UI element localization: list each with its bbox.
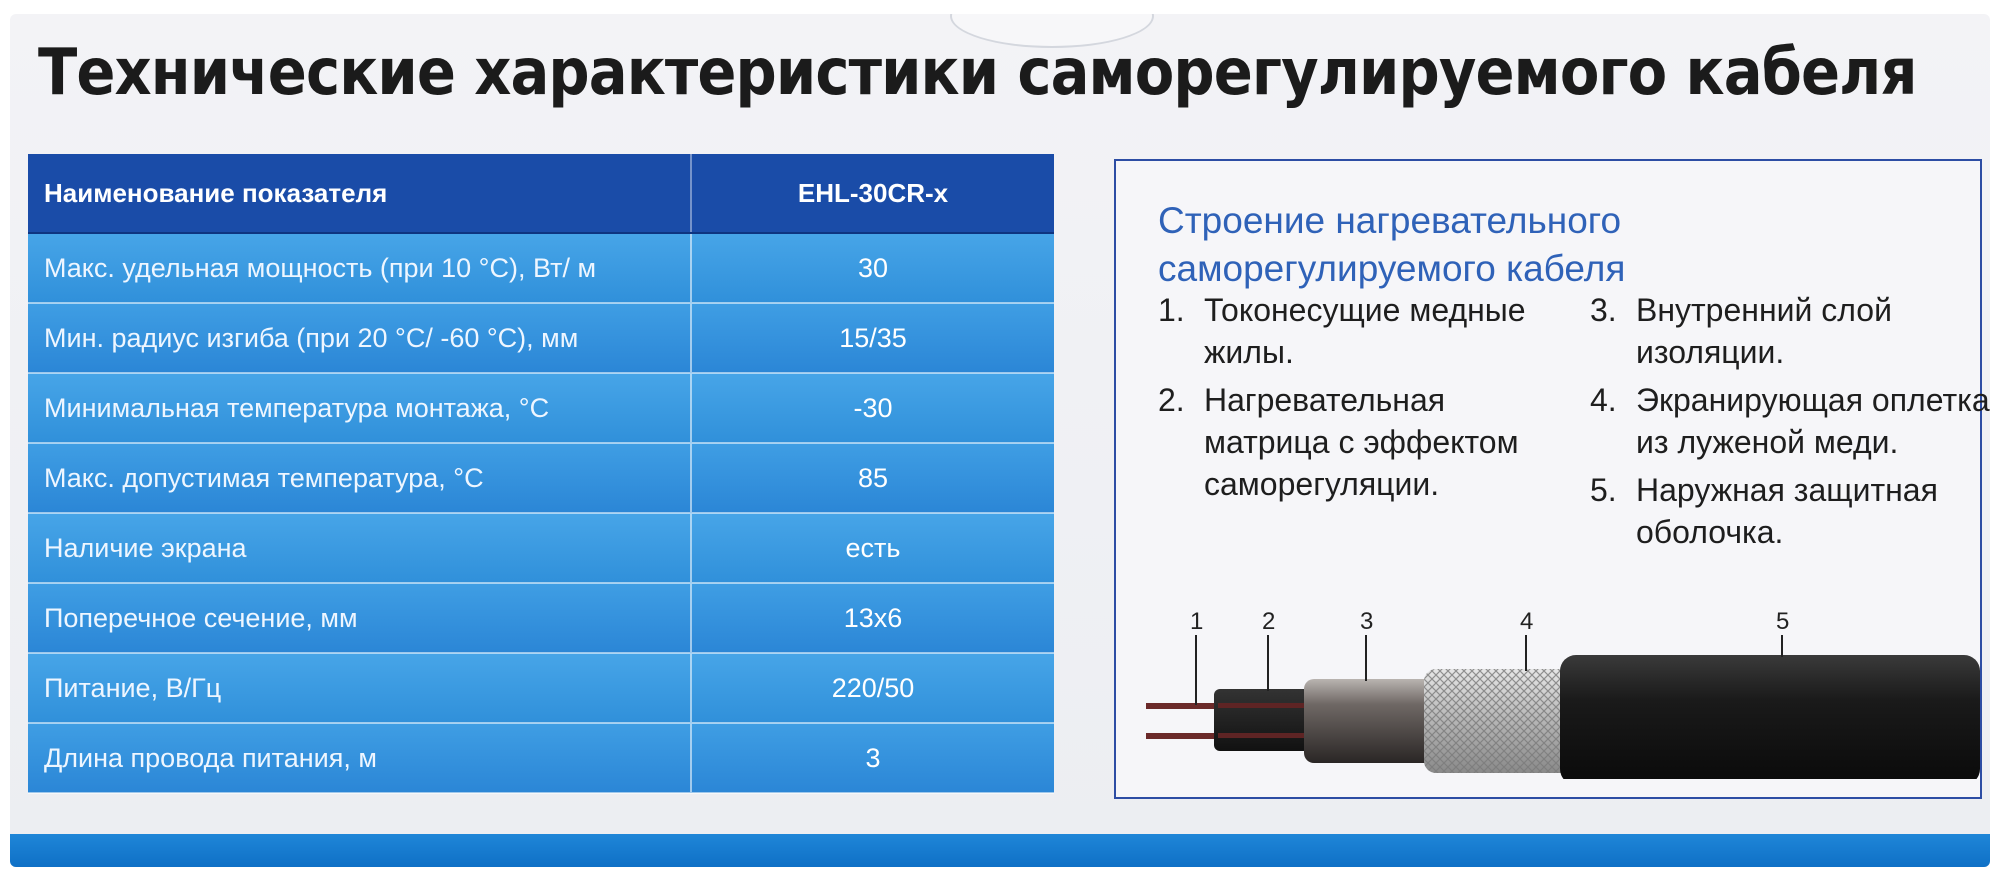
- legend-text: Токонесущие медные: [1204, 292, 1526, 328]
- row-value: -30: [691, 373, 1054, 443]
- row-value: 13х6: [691, 583, 1054, 653]
- structure-heading-line: Строение нагревательного: [1158, 200, 1622, 241]
- table-row: [28, 303, 1054, 373]
- row-label: Минимальная температура монтажа, °С: [28, 373, 691, 443]
- product-card: [10, 14, 1990, 867]
- legend-text: жилы.: [1204, 334, 1294, 370]
- row-label: Мин. радиус изгиба (при 20 °С/ -60 °С), мм: [28, 303, 691, 373]
- table-row: [28, 443, 1054, 513]
- legend-text: изоляции.: [1636, 334, 1785, 370]
- column-header-name: Наименование показателя: [28, 154, 691, 233]
- legend-text: саморегуляции.: [1204, 466, 1440, 502]
- row-label: Поперечное сечение, мм: [28, 583, 691, 653]
- legend-text: матрица с эффектом: [1204, 424, 1519, 460]
- cable-cross-section-diagram: [1144, 599, 1980, 779]
- diagram-label-2: 2: [1262, 608, 1276, 635]
- structure-heading-line: саморегулируемого кабеля: [1158, 248, 1626, 289]
- cable-structure-panel: [1114, 159, 1990, 799]
- row-value: 85: [691, 443, 1054, 513]
- diagram-label-5: 5: [1776, 608, 1790, 635]
- row-label: Длина провода питания, м: [28, 723, 691, 793]
- outer-jacket: [1560, 655, 1980, 779]
- table-row: [28, 583, 1054, 653]
- bottom-blue-stripe: [10, 834, 1990, 867]
- row-value: 15/35: [691, 303, 1054, 373]
- row-value: 30: [691, 233, 1054, 303]
- legend-number: 1.: [1158, 292, 1185, 328]
- row-label: Макс. допустимая температура, °С: [28, 443, 691, 513]
- table-row: [28, 373, 1054, 443]
- legend-text: оболочка.: [1636, 514, 1784, 550]
- legend-text: Нагревательная: [1204, 382, 1446, 418]
- page-title: Технические характеристики саморегулируемого кабеля: [38, 36, 1917, 110]
- table-row: [28, 653, 1054, 723]
- specifications-table: [28, 154, 1054, 794]
- table-row: [28, 233, 1054, 303]
- row-value: 3: [691, 723, 1054, 793]
- row-value: есть: [691, 513, 1054, 583]
- table-row: [28, 513, 1054, 583]
- legend-text: Внутренний слой: [1636, 292, 1892, 328]
- row-label: Наличие экрана: [28, 513, 691, 583]
- table-row: [28, 723, 1054, 793]
- copper-conductor-top: [1146, 703, 1218, 709]
- table-header-row: [28, 154, 1054, 233]
- legend-number: 4.: [1590, 382, 1617, 418]
- legend-number: 2.: [1158, 382, 1185, 418]
- legend-text: из луженой меди.: [1636, 424, 1899, 460]
- copper-conductor-bottom: [1146, 733, 1218, 739]
- legend-text: Экранирующая оплетка: [1636, 382, 1990, 418]
- row-value: 220/50: [691, 653, 1054, 723]
- diagram-label-1: 1: [1190, 608, 1204, 635]
- legend-text: Наружная защитная: [1636, 472, 1938, 508]
- legend-number: 3.: [1590, 292, 1617, 328]
- diagram-label-3: 3: [1360, 608, 1374, 635]
- column-header-model: EHL-30CR-x: [691, 154, 1054, 233]
- legend-number: 5.: [1590, 472, 1617, 508]
- structure-heading: [1158, 197, 1625, 293]
- row-label: Макс. удельная мощность (при 10 °С), Вт/ м: [28, 233, 691, 303]
- diagram-label-4: 4: [1520, 608, 1534, 635]
- row-label: Питание, В/Гц: [28, 653, 691, 723]
- inner-insulation: [1304, 679, 1444, 763]
